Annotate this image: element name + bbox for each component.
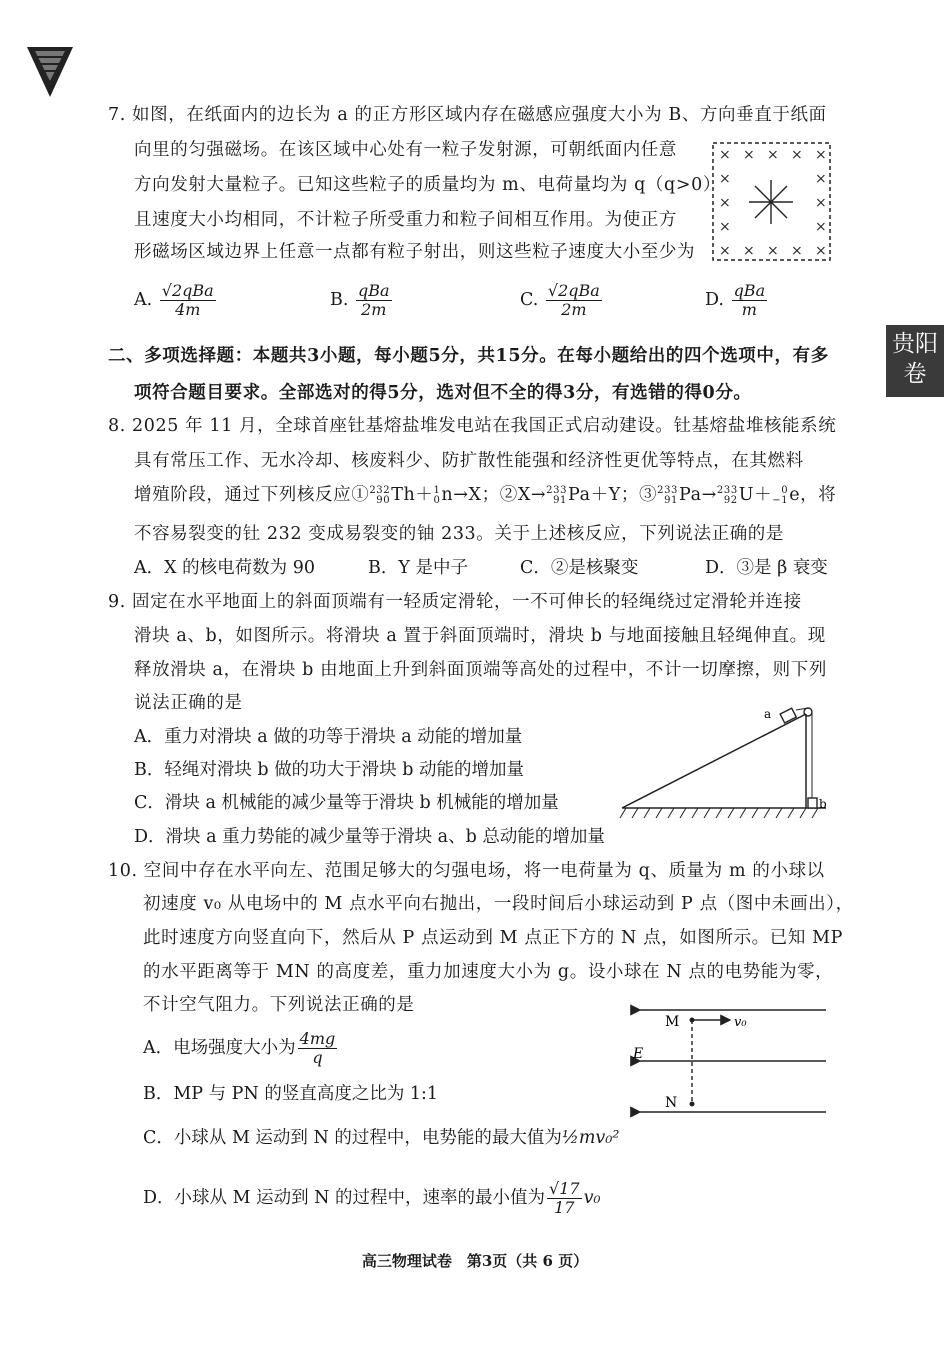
q7-option-d: D. $\frac{\text{qBa}}{m}$	[705, 281, 766, 319]
q9-option-b: B．轻绳对滑块 b 做的功大于滑块 b 动能的增加量	[134, 760, 525, 780]
q7-option-b: B. $\frac{\text{qBa}}{2m}$	[330, 281, 390, 319]
q8-option-d: D．③是 β 衰变	[705, 558, 828, 578]
incline-pulley-figure	[618, 700, 830, 826]
field-x-mark: ×	[815, 195, 827, 211]
field-x-mark: ×	[719, 171, 731, 187]
field-x-mark: ×	[719, 195, 731, 211]
q7-line-1: 7. 如图，在纸面内的边长为 a 的正方形区域内存在磁感应强度大小为 B、方向垂直于纸面	[108, 105, 827, 125]
school-logo	[27, 47, 75, 99]
q8-option-a: A．X 的核电荷数为 90	[134, 558, 315, 578]
field-x-mark: ×	[791, 147, 803, 163]
label-a: a	[764, 707, 772, 721]
q7-line-3: 方向发射大量粒子。已知这些粒子的质量均为 m、电荷量均为 q（q>0）	[134, 175, 721, 195]
field-x-mark: ×	[791, 243, 803, 259]
field-x-mark: ×	[743, 243, 755, 259]
q9-option-a: A．重力对滑块 a 做的功等于滑块 a 动能的增加量	[134, 727, 523, 747]
section2-line-2: 项符合题目要求。全部选对的得5分，选对但不全的得3分，有选错的得0分。	[134, 383, 752, 403]
q8-line-2: 具有常压工作、无水冷却、核废料少、防扩散性能强和经济性更优等特点，在其燃料	[134, 451, 804, 471]
q10-line-1: 10. 空间中存在水平向左、范围足够大的匀强电场，将一电荷量为 q、质量为 m 的小球以	[108, 861, 825, 881]
magnetic-field-figure	[710, 140, 834, 266]
q10-option-a: A．电场强度大小为 $\frac{4mg}{q}$	[143, 1029, 336, 1067]
q8-line-4: 不容易裂变的钍 232 变成易裂变的铀 233。关于上述核反应，下列说法正确的是	[134, 524, 784, 544]
section2-line-1: 二、多项选择题：本题共3小题，每小题5分，共15分。在每小题给出的四个选项中，有多	[108, 346, 829, 366]
field-x-mark: ×	[719, 147, 731, 163]
field-x-mark: ×	[719, 243, 731, 259]
q10-line-5: 不计空气阻力。下列说法正确的是	[143, 995, 415, 1015]
q9-line-2: 滑块 a、b，如图所示。将滑块 a 置于斜面顶端时，滑块 b 与地面接触且轻绳伸直。现	[134, 626, 826, 646]
q7-option-c: C. $\frac{\text{√2qBa}}{2m}$	[520, 281, 600, 319]
field-x-mark: ×	[743, 147, 755, 163]
field-x-mark: ×	[719, 219, 731, 235]
label-N: N	[665, 1095, 678, 1111]
q9-option-c: C．滑块 a 机械能的减少量等于滑块 b 机械能的增加量	[134, 793, 559, 813]
q7-line-2: 向里的匀强磁场。在该区域中心处有一粒子发射源，可朝纸面内任意	[134, 140, 677, 160]
q9-option-d: D．滑块 a 重力势能的减少量等于滑块 a、b 总动能的增加量	[134, 827, 605, 847]
label-M: M	[665, 1014, 680, 1030]
q8-option-c: C．②是核聚变	[520, 558, 639, 578]
q10-line-3: 此时速度方向竖直向下，然后从 P 点运动到 M 点正下方的 N 点，如图所示。已知 MP	[143, 928, 844, 948]
region-tab: 贵阳卷	[886, 325, 944, 397]
field-x-mark: ×	[815, 171, 827, 187]
q7-option-a: A. $\frac{\text{√2qBa}}{4m}$	[134, 281, 214, 319]
q7-line-5: 形磁场区域边界上任意一点都有粒子射出，则这些粒子速度大小至少为	[134, 242, 696, 262]
q10-line-2: 初速度 v₀ 从电场中的 M 点水平向右抛出，一段时间后小球运动到 P 点（图中未画出），	[143, 894, 854, 914]
q7-line-4: 且速度大小均相同，不计粒子所受重力和粒子间相互作用。为使正方	[134, 210, 677, 230]
field-x-mark: ×	[767, 243, 779, 259]
field-x-mark: ×	[815, 243, 827, 259]
field-x-mark: ×	[767, 147, 779, 163]
q9-line-3: 释放滑块 a，在滑块 b 由地面上升到斜面顶端等高处的过程中，不计一切摩擦，则下列	[134, 660, 827, 680]
q9-line-1: 9. 固定在水平地面上的斜面顶端有一轻质定滑轮，一不可伸长的轻绳绕过定滑轮并连接	[108, 592, 802, 612]
q10-option-c: C．小球从 M 运动到 N 的过程中，电势能的最大值为½mv₀²	[143, 1128, 620, 1148]
q10-line-4: 的水平距离等于 MN 的高度差，重力加速度大小为 g。设小球在 N 点的电势能为零，	[143, 962, 834, 982]
q9-line-4: 说法正确的是	[134, 693, 243, 713]
q8-reaction-line: 增殖阶段，通过下列核反应① 232 90 Th＋ 1 0 n→X；②X→ 233 91 Pa＋Y；③ 233 91 Pa→ 233 92 U＋ 0 −1 e，将	[134, 484, 837, 506]
page-footer: 高三物理试卷 第3页（共 6 页）	[361, 1252, 589, 1270]
label-E: E	[633, 1046, 644, 1062]
q10-option-b: B．MP 与 PN 的竖直高度之比为 1:1	[143, 1084, 439, 1104]
q8-option-b: B．Y 是中子	[368, 558, 468, 578]
electric-field-figure	[630, 1000, 830, 1120]
field-x-mark: ×	[815, 219, 827, 235]
label-b: b	[819, 797, 827, 811]
q8-line-1: 8. 2025 年 11 月，全球首座钍基熔盐堆发电站在我国正式启动建设。钍基熔盐堆核能系统	[108, 416, 837, 436]
label-v0: v₀	[734, 1015, 747, 1030]
q10-option-d: D．小球从 M 运动到 N 的过程中，速率的最小值为 $\frac{√17}{17}$ v₀	[143, 1179, 601, 1217]
field-x-mark: ×	[815, 147, 827, 163]
